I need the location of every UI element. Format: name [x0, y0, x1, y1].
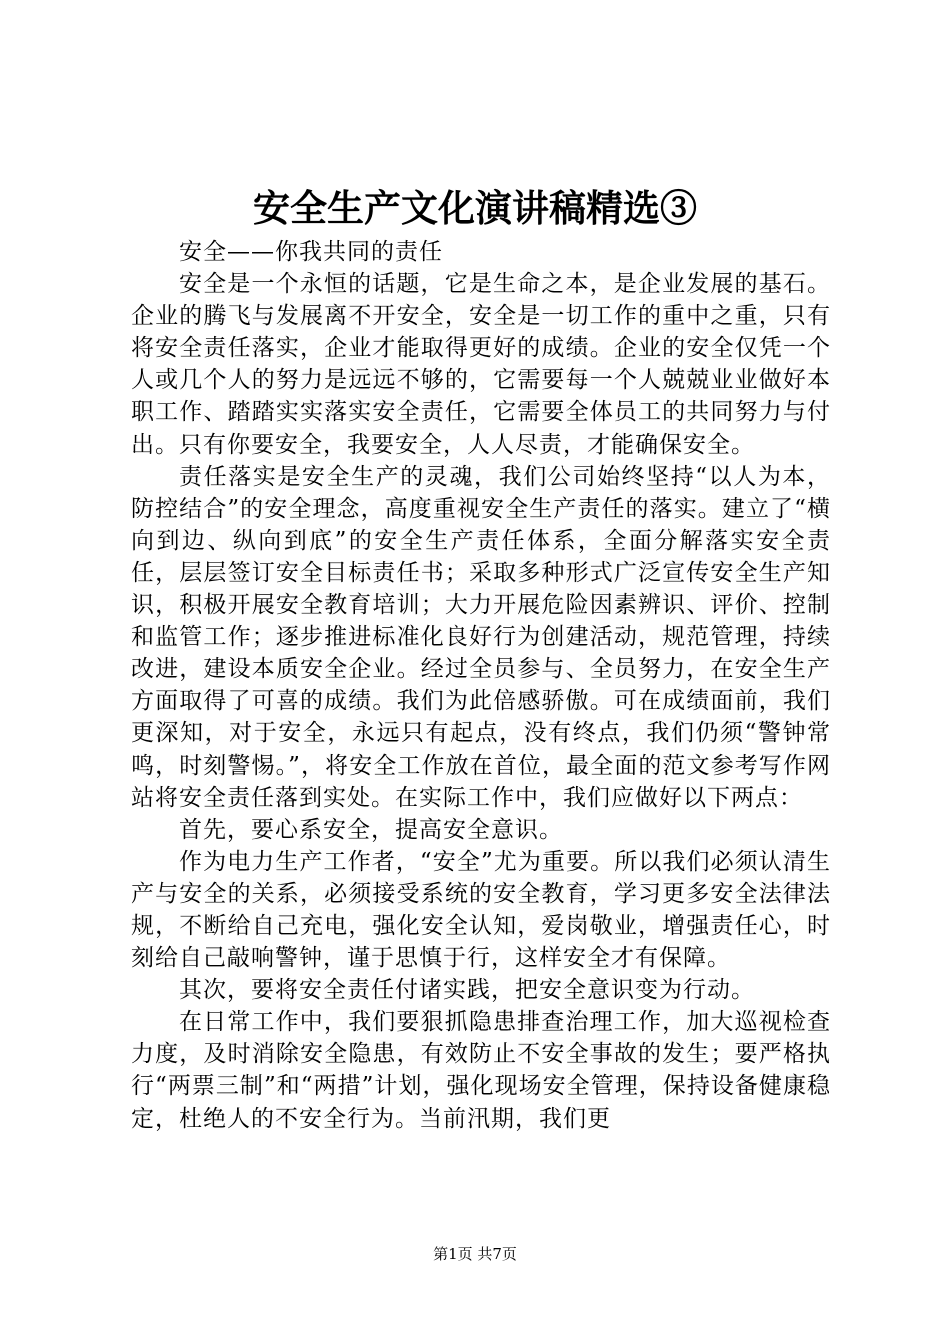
page-number-footer: 第1页 共7页: [433, 1245, 517, 1263]
document-body: [131, 236, 831, 1135]
paragraph: 安全是一个永恒的话题，它是生命之本，是企业发展的基石。企业的腾飞与发展离不开安全，安全是一切工作的重中之重，只有将安全责任落实，企业才能取得更好的成绩。企业的安全仅凭一个人或几个人的努力是远远不够的，它需要每一个人兢兢业业做好本职工作、踏踏实实落实安全责任，它需要全体员工的共同努力与付出。只有你要安全，我要安全，人人尽责，才能确保安全。: [131, 271, 831, 458]
paragraph: 责任落实是安全生产的灵魂，我们公司始终坚持“以人为本，防控结合”的安全理念，高度重视安全生产责任的落实。建立了“横向到边、纵向到底”的安全生产责任体系，全面分解落实安全责任，层层签订安全目标责任书；采取多种形式广泛宣传安全生产知识，积极开展安全教育培训；大力开展危险因素辨识、评价、控制和监管工作；逐步推进标准化良好行为创建活动，规范管理，持续改进，建设本质安全企业。经过全员参与、全员努力，在安全生产方面取得了可喜的成绩。我们为此倍感骄傲。可在成绩面前，我们更深知，对于安全，永远只有起点，没有终点，我们仍须“警钟常鸣，时刻警惕。”，将安全工作放在首位，最全面的范文参考写作网站将安全责任落到实处。在实际工作中，我们应做好以下两点：: [131, 463, 831, 811]
paragraph: 其次，要将安全责任付诸实践，把安全意识变为行动。: [179, 977, 755, 1004]
document-title: 安全生产文化演讲稿精选③: [253, 186, 697, 230]
paragraph: 作为电力生产工作者，“安全”尤为重要。所以我们必须认清生产与安全的关系，必须接受系统的安全教育，学习更多安全法律法规，不断给自己充电，强化安全认知，爱岗敬业，增强责任心，时刻给自己敲响警钟，谨于思慎于行，这样安全才有保障。: [131, 848, 831, 972]
paragraph: 在日常工作中，我们要狠抓隐患排查治理工作，加大巡视检查力度，及时消除安全隐患，有效防止不安全事故的发生；要严格执行“两票三制”和“两措”计划，强化现场安全管理，保持设备健康稳定，杜绝人的不安全行为。当前汛期，我们更: [131, 1009, 831, 1132]
paragraph-subtitle: 安全——你我共同的责任: [179, 239, 443, 265]
paragraph: 首先，要心系安全，提高安全意识。: [179, 816, 563, 843]
